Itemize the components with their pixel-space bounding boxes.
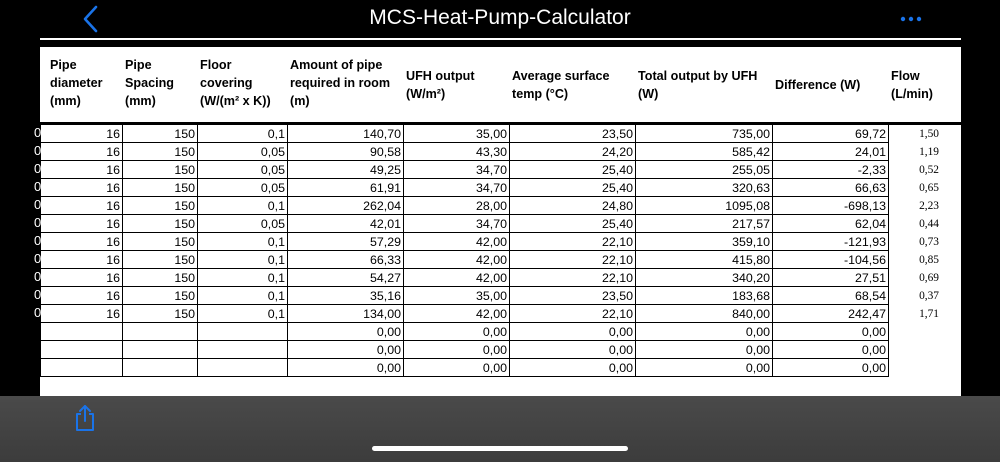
offscreen-column-edge: 0	[34, 233, 42, 248]
table-cell[interactable]: 0,00	[404, 323, 510, 341]
header-surface-temp	[512, 67, 610, 103]
table-cell[interactable]: -104,56	[773, 251, 889, 269]
table-cell[interactable]: 42,00	[404, 269, 510, 287]
table-cell[interactable]: 16	[41, 287, 123, 305]
table-cell[interactable]: 320,63	[636, 179, 773, 197]
table-cell[interactable]: 415,80	[636, 251, 773, 269]
table-cell[interactable]: 61,91	[288, 179, 404, 197]
header-flow	[891, 67, 933, 103]
table-row[interactable]	[41, 359, 962, 377]
table-cell[interactable]	[889, 341, 962, 359]
table-cell[interactable]: 42,00	[404, 251, 510, 269]
table-row[interactable]	[41, 287, 962, 305]
header-pipe-amount	[290, 56, 390, 110]
table-cell[interactable]: 0,00	[636, 323, 773, 341]
table-cell[interactable]: 0,00	[288, 323, 404, 341]
table-cell[interactable]: 90,58	[288, 143, 404, 161]
table-cell[interactable]: 22,10	[510, 233, 636, 251]
table-cell[interactable]: 0,05	[198, 215, 288, 233]
table-cell[interactable]: 150	[123, 143, 198, 161]
table-cell[interactable]: 16	[41, 269, 123, 287]
header-line: Spacing	[125, 76, 174, 90]
table-cell[interactable]: 150	[123, 161, 198, 179]
table-cell[interactable]: 35,00	[404, 287, 510, 305]
table-cell[interactable]: 16	[41, 233, 123, 251]
table-cell[interactable]: 24,01	[773, 143, 889, 161]
header-total-output	[638, 67, 757, 103]
header-line: Flow	[891, 69, 920, 83]
offscreen-column-edge: 0	[34, 179, 42, 194]
table-cell[interactable]: 1095,08	[636, 197, 773, 215]
spreadsheet-view[interactable]	[0, 38, 1000, 396]
table-cell[interactable]: 34,70	[404, 179, 510, 197]
table-cell[interactable]: 35,00	[404, 125, 510, 143]
table-cell[interactable]: 42,01	[288, 215, 404, 233]
table-cell[interactable]: 16	[41, 179, 123, 197]
header-line: required in room	[290, 76, 391, 90]
table-cell[interactable]: 43,30	[404, 143, 510, 161]
table-row[interactable]	[41, 161, 962, 179]
table-cell[interactable]: 0,52	[919, 163, 939, 176]
table-row[interactable]	[41, 323, 962, 341]
table-cell[interactable]: 0,1	[198, 197, 288, 215]
table-cell[interactable]: 150	[123, 179, 198, 197]
table-cell[interactable]: 28,00	[404, 197, 510, 215]
table-cell[interactable]	[198, 341, 288, 359]
table-cell[interactable]: 16	[41, 197, 123, 215]
header-line: Average surface	[512, 69, 610, 83]
sheet-top-border	[40, 40, 961, 47]
table-cell[interactable]	[41, 341, 123, 359]
table-cell[interactable]: 1,71	[919, 307, 939, 320]
table-cell[interactable]: 140,70	[288, 125, 404, 143]
table-cell[interactable]: 0,00	[773, 359, 889, 377]
header-difference	[775, 76, 860, 94]
table-cell[interactable]: 0,05	[198, 161, 288, 179]
table-cell[interactable]	[198, 323, 288, 341]
table-cell[interactable]: 0,1	[198, 305, 288, 323]
table-cell[interactable]: -698,13	[773, 197, 889, 215]
table-row[interactable]	[41, 143, 962, 161]
table-cell[interactable]: 69,72	[773, 125, 889, 143]
table-cell[interactable]: 0,1	[198, 125, 288, 143]
navigation-bar	[0, 0, 1000, 38]
offscreen-column-edge: 0	[34, 197, 42, 212]
table-cell[interactable]: 23,50	[510, 287, 636, 305]
header-floor-covering	[200, 56, 271, 110]
header-pipe-diameter	[50, 56, 103, 110]
bottom-toolbar	[0, 396, 1000, 462]
header-line: covering	[200, 76, 253, 90]
table-cell[interactable]: 0,00	[510, 359, 636, 377]
table-cell[interactable]: 134,00	[288, 305, 404, 323]
table-cell[interactable]	[198, 359, 288, 377]
table-cell[interactable]	[123, 323, 198, 341]
table-cell[interactable]	[41, 323, 123, 341]
table-cell[interactable]: 0,05	[198, 179, 288, 197]
table-cell[interactable]: 150	[123, 305, 198, 323]
table-cell[interactable]: 16	[41, 305, 123, 323]
header-line: (W/m²)	[406, 87, 446, 101]
page-title: MCS-Heat-Pump-Calculator	[369, 6, 631, 29]
table-cell[interactable]: 0,1	[198, 269, 288, 287]
table-cell[interactable]: 0,00	[636, 359, 773, 377]
table-row[interactable]	[41, 233, 962, 251]
data-table	[40, 124, 962, 377]
offscreen-column-edge: 0	[34, 215, 42, 230]
offscreen-column-edge: 0	[34, 125, 42, 140]
header-line: (mm)	[50, 94, 81, 108]
ellipsis-icon[interactable]	[898, 12, 924, 26]
offscreen-column-edge: 0	[34, 287, 42, 302]
table-cell[interactable]: 0,00	[404, 341, 510, 359]
table-cell[interactable]: 0,65	[919, 181, 939, 194]
table-cell[interactable]: 16	[41, 215, 123, 233]
table-cell[interactable]: 0,00	[510, 341, 636, 359]
header-line: (L/min)	[891, 87, 933, 101]
table-cell[interactable]: 150	[123, 287, 198, 305]
header-line: Total output by UFH	[638, 69, 758, 83]
table-cell[interactable]: 0,05	[198, 143, 288, 161]
table-cell[interactable]: 34,70	[404, 161, 510, 179]
table-row[interactable]	[41, 305, 962, 323]
table-cell[interactable]: 150	[123, 269, 198, 287]
table-cell[interactable]: 22,10	[510, 269, 636, 287]
table-cell[interactable]: 54,27	[288, 269, 404, 287]
header-line: diameter	[50, 76, 103, 90]
table-cell[interactable]: 150	[123, 125, 198, 143]
table-cell[interactable]	[123, 359, 198, 377]
table-row[interactable]	[41, 251, 962, 269]
table-cell[interactable]: 0,00	[773, 341, 889, 359]
table-cell[interactable]	[889, 359, 962, 377]
share-icon[interactable]	[73, 404, 97, 432]
table-cell[interactable]: 22,10	[510, 305, 636, 323]
table-cell[interactable]: 840,00	[636, 305, 773, 323]
table-row[interactable]	[41, 341, 962, 359]
table-cell[interactable]: 27,51	[773, 269, 889, 287]
offscreen-column-edge: 0	[34, 161, 42, 176]
table-cell[interactable]: 150	[123, 215, 198, 233]
table-cell[interactable]: 1,19	[919, 145, 939, 158]
table-cell[interactable]: 16	[41, 143, 123, 161]
table-cell[interactable]: 2,23	[919, 199, 939, 212]
header-line: (mm)	[125, 94, 156, 108]
table-cell[interactable]: 25,40	[510, 215, 636, 233]
table-cell[interactable]: 150	[123, 233, 198, 251]
header-line: (W)	[638, 87, 659, 101]
table-cell[interactable]: 34,70	[404, 215, 510, 233]
table-cell[interactable]: 150	[123, 251, 198, 269]
table-row[interactable]	[41, 197, 962, 215]
table-cell[interactable]	[889, 323, 962, 341]
table-cell[interactable]: 22,10	[510, 251, 636, 269]
header-line: UFH output	[406, 69, 475, 83]
table-cell[interactable]: 66,33	[288, 251, 404, 269]
table-cell[interactable]: 0,1	[198, 233, 288, 251]
table-cell[interactable]: 0,1	[198, 287, 288, 305]
table-cell[interactable]: 359,10	[636, 233, 773, 251]
table-cell[interactable]: 35,16	[288, 287, 404, 305]
table-cell[interactable]: 0,00	[288, 359, 404, 377]
table-cell[interactable]: 340,20	[636, 269, 773, 287]
table-cell[interactable]: 16	[41, 125, 123, 143]
table-cell[interactable]: 242,47	[773, 305, 889, 323]
table-cell[interactable]: 0,44	[919, 217, 939, 230]
table-cell[interactable]: 255,05	[636, 161, 773, 179]
header-line: (m)	[290, 94, 310, 108]
table-cell[interactable]: 16	[41, 161, 123, 179]
offscreen-column-edge: 0	[34, 305, 42, 320]
table-cell[interactable]: 0,1	[198, 251, 288, 269]
table-cell[interactable]: 66,63	[773, 179, 889, 197]
table-cell[interactable]: -121,93	[773, 233, 889, 251]
header-line: Difference (W)	[775, 78, 861, 92]
offscreen-column-edge: 0	[34, 269, 42, 284]
table-cell[interactable]: 585,42	[636, 143, 773, 161]
table-cell[interactable]: 42,00	[404, 233, 510, 251]
table-cell[interactable]	[123, 341, 198, 359]
table-cell[interactable]: 0,00	[510, 323, 636, 341]
table-cell[interactable]: 42,00	[404, 305, 510, 323]
table-cell[interactable]: 1,50	[919, 127, 939, 140]
table-cell[interactable]: 57,29	[288, 233, 404, 251]
table-cell[interactable]: 16	[41, 251, 123, 269]
table-cell[interactable]: 0,37	[919, 289, 939, 302]
table-cell[interactable]: 183,68	[636, 287, 773, 305]
header-line: Pipe	[50, 58, 77, 72]
table-cell[interactable]: 0,69	[919, 271, 939, 284]
table-cell[interactable]	[41, 359, 123, 377]
header-ufh-output	[406, 67, 475, 103]
header-line: Amount of pipe	[290, 58, 383, 72]
table-cell[interactable]: 49,25	[288, 161, 404, 179]
table-row[interactable]	[41, 125, 962, 143]
header-pipe-spacing	[125, 56, 174, 110]
table-cell[interactable]: 24,80	[510, 197, 636, 215]
table-row[interactable]	[41, 215, 962, 233]
table-cell[interactable]: 262,04	[288, 197, 404, 215]
offscreen-column-edge: 0	[34, 251, 42, 266]
header-line: Pipe	[125, 58, 152, 72]
table-row[interactable]	[41, 179, 962, 197]
table-cell[interactable]: -2,33	[773, 161, 889, 179]
header-line: temp (°C)	[512, 87, 569, 101]
table-cell[interactable]: 25,40	[510, 179, 636, 197]
header-line: (W/(m² x K))	[200, 94, 271, 108]
table-cell[interactable]: 0,00	[288, 341, 404, 359]
offscreen-column-edge: 0	[34, 143, 42, 158]
table-cell[interactable]: 23,50	[510, 125, 636, 143]
table-cell[interactable]: 25,40	[510, 161, 636, 179]
table-cell[interactable]: 68,54	[773, 287, 889, 305]
table-cell[interactable]: 735,00	[636, 125, 773, 143]
table-cell[interactable]: 0,00	[773, 323, 889, 341]
table-cell[interactable]: 0,00	[404, 359, 510, 377]
table-cell[interactable]: 0,85	[919, 253, 939, 266]
table-cell[interactable]: 0,73	[919, 235, 939, 248]
table-cell[interactable]: 217,57	[636, 215, 773, 233]
table-cell[interactable]: 150	[123, 197, 198, 215]
table-cell[interactable]: 62,04	[773, 215, 889, 233]
header-line: Floor	[200, 58, 232, 72]
home-indicator[interactable]	[372, 446, 628, 451]
table-row[interactable]	[41, 269, 962, 287]
table-cell[interactable]: 24,20	[510, 143, 636, 161]
table-cell[interactable]: 0,00	[636, 341, 773, 359]
